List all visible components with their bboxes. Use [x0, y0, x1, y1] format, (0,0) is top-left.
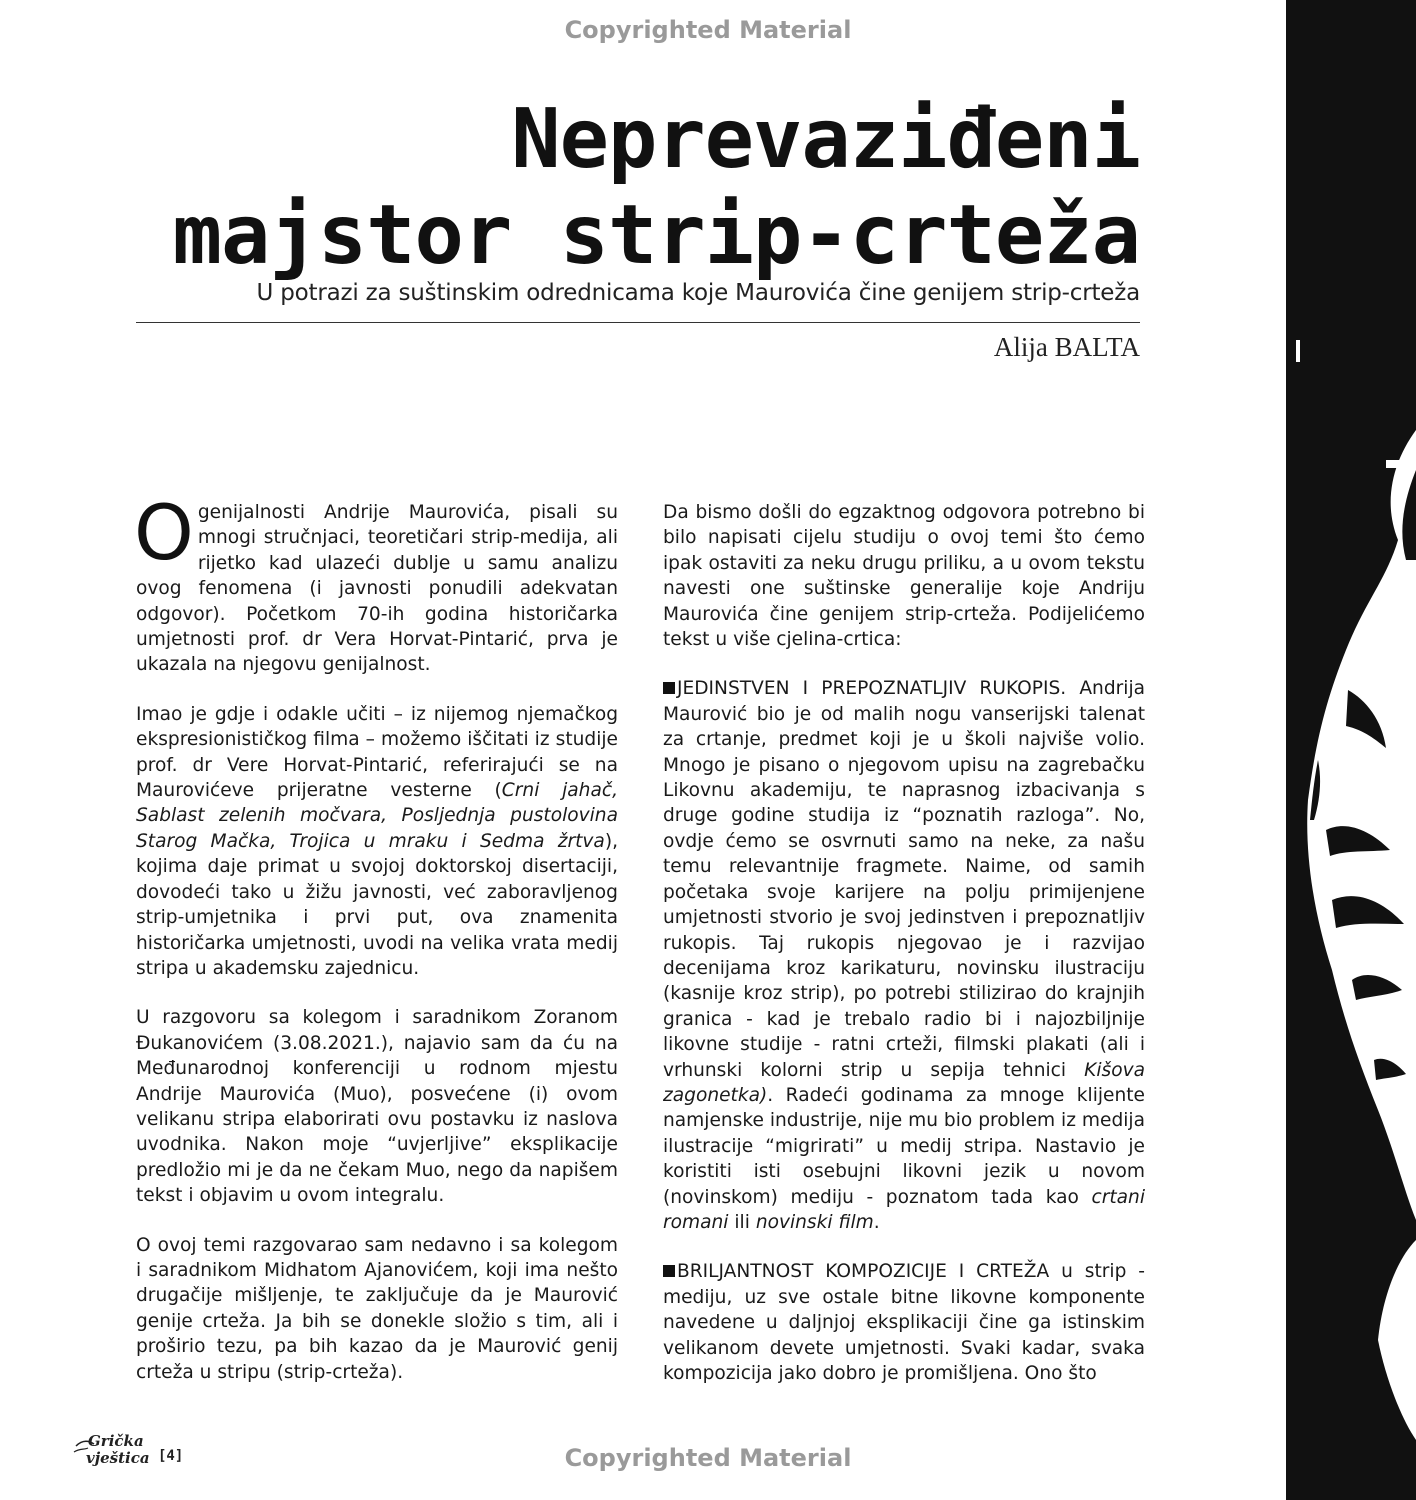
- film-titles-italic: Crni jahač, Sablast zelenih močvara, Posljednja pustolovina Starog Mačka, Trojica u mraku i Sedma žrtva: [136, 780, 618, 852]
- section-1-text-a: Andrija Maurović bio je od malih nogu vanserijski talenat za crtanje, predmet koji je u školi najviše volio. Mnogo je pisano o njegovom upisu na zagrebačku Likovnu akademiju, te naprasnog izbacivanja s druge godine studija iz “poznatih razloga”. No, ovdje ćemo se osvrnuti samo na neke, za našu temu relevantnije fragmete. Naime, od samih početaka svoje karijere na polju primijenjene umjetnosti stvorio je svoj jedinstven i prepoznatljiv rukopis. Taj rukopis njegovao je i razvijao decenijama kroz karikaturu, novinsku ilustraciju (kasnije kroz strip), po potrebi stilizirao do krajnjih granica - kad je trebalo radio bi i najozbiljnije likovne studije - ratni crteži, filmski plakati (ali i vrhunski kolorni strip u sepija tehnici: [663, 678, 1146, 1081]
- left-paragraph-2-text-a: Imao je gdje i odakle učiti – iz nijemog njemačkog ekspresionističkog filma – možemo iščitati iz studije prof. dr Vere Horvat-Pintarić, referirajući se na Maurovićeve prijeratne vesterne (: [136, 703, 618, 802]
- square-bullet-icon: [663, 682, 675, 694]
- comic-illustration-strip: [1286, 0, 1416, 1500]
- left-paragraph-2: [136, 702, 618, 981]
- right-section-2: [663, 1259, 1145, 1386]
- article-title-line-2: majstor strip-crteža: [172, 188, 1140, 283]
- section-1-text-b: . Radeći godinama za mnoge klijente namjenske industrije, nije mu bio problem iz medija ilustracije “migrirati” u medij stripa. Nastavio je koristiti isti osebujni likovni jezik u novom (novinskom) mediju - poznatom tada kao: [663, 1084, 1145, 1208]
- section-2-text-a: u strip -mediju, uz sve ostale bitne likovne komponente navedene u daljnjoj eksplikaciji čine ga istinskim velikanom devete umjetnosti. Svaki kadar, svaka kompozicija jako dobro je promišljena. Ono što: [663, 1261, 1145, 1384]
- left-paragraph-2-text-b: ), kojima daje primat u svojoj doktorskoj disertaciji, dovodeći tako u žižu javnosti, već zaboravljenog strip-umjetnika i prvi put, ova znamenita historičarka umjetnosti, uvodi na velika vrata medij stripa u akademsku zajednicu.: [136, 830, 618, 979]
- section-1-text-c: ili: [728, 1211, 756, 1233]
- section-1-italic-2: crtani romani: [663, 1186, 1145, 1233]
- left-paragraph-1-text: genijalnosti Andrije Maurovića, pisali su mnogi stručnjaci, teoretičari strip-medija, ali rijetko kad ulazeći dublje u samu analizu ovog fenomena (i javnosti ponudili adekvatan odgovor). Početkom 70-ih godina historičarka umjetnosti prof. dr Vera Horvat-Pintarić, prva je ukazala na njegovu genijalnost.: [136, 502, 618, 676]
- left-paragraph-4: O ovoj temi razgovarao sam nedavno i sa kolegom i saradnikom Midhatom Ajanovićem, koji ima nešto drugačije mišljenje, te zaključuje da je Maurović genije crteža. Ja bih se donekle složio s tim, ali i proširio tezu, pa bih kazao da je Maurović genij crteža u stripu (strip-crteža).: [136, 1234, 618, 1383]
- right-section-1: [663, 676, 1145, 1235]
- right-text-column: [663, 500, 1145, 1410]
- page-number: [4]: [158, 1448, 184, 1464]
- left-paragraph-1: [134, 488, 618, 678]
- article-subtitle: U potrazi za suštinskim odrednicama koje Maurovića čine genijem strip-crteža: [256, 280, 1140, 306]
- section-1-italic-1: Kišova zagonetka): [663, 1059, 1145, 1106]
- square-bullet-icon: [663, 1265, 675, 1277]
- logo-line-1: Grička: [88, 1432, 144, 1450]
- article-author: Alija BALTA: [993, 332, 1140, 362]
- right-paragraph-1: Da bismo došli do egzaktnog odgovora potrebno bi bilo napisati cijelu studiju o ovoj temi što ćemo ipak ostaviti za neku drugu priliku, a u ovom tekstu navesti one suštinske generalije koje Andriju Maurovića čine genijem strip-crteža. Podijelićemo tekst u više cjelina-crtica:: [663, 502, 1145, 651]
- copyright-watermark-top: Copyrighted Material: [564, 16, 852, 44]
- logo-line-2: vještica: [86, 1449, 150, 1467]
- section-2-heading: BRILJANTNOST KOMPOZICIJE I CRTEŽA: [677, 1261, 1050, 1283]
- title-divider: [136, 322, 1140, 323]
- article-title-line-1: Neprevaziđeni: [511, 92, 1140, 187]
- section-1-text-d: .: [873, 1211, 880, 1233]
- left-paragraph-3: U razgovoru sa kolegom i saradnikom Zoranom Đukanovićem (3.08.2021.), najavio sam da ću na Međunarodnoj konferenciji u rodnom mjestu Andrije Maurovića (Muo), posvećene (i) ovom velikanu stripa elaborirati ovu postavku iz naslova uvodnika. Nakon moje “uvjerljive” eksplikacije predložio mi je da ne čekam Muo, nego da napišem tekst i objavim u ovom integralu.: [136, 1007, 618, 1207]
- copyright-watermark-bottom: Copyrighted Material: [564, 1444, 852, 1472]
- section-1-heading: JEDINSTVEN I PREPOZNATLJIV RUKOPIS.: [677, 678, 1067, 700]
- left-text-column: [134, 488, 618, 1409]
- section-1-italic-3: novinski film: [755, 1211, 874, 1233]
- drop-cap: O: [134, 488, 194, 577]
